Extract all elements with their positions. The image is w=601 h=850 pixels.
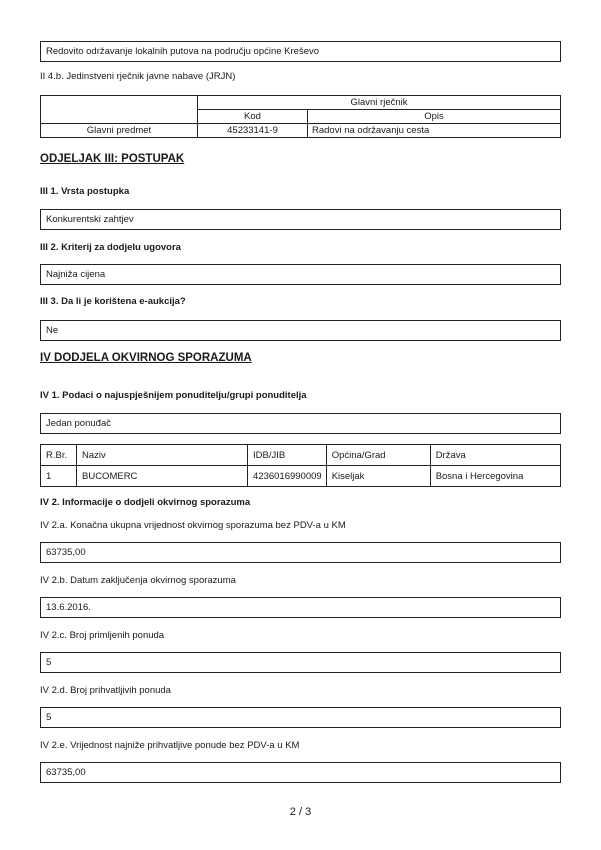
bidder-table xyxy=(40,444,561,487)
bidder-col-drzava: Država xyxy=(430,445,560,466)
q4-2c-label: IV 2.c. Broj primljenih ponuda xyxy=(40,630,165,641)
jrjn-group-header: Glavni rječnik xyxy=(198,96,561,110)
jrjn-row-label: Glavni predmet xyxy=(41,124,198,138)
q4-2d-label: IV 2.d. Broj prihvatljivih ponuda xyxy=(40,685,171,696)
table-row xyxy=(41,96,561,110)
q3-1-label: III 1. Vrsta postupka xyxy=(40,186,130,197)
bidder-col-idb: IDB/JIB xyxy=(248,445,327,466)
jrjn-col-kod: Kod xyxy=(198,110,308,124)
bidder-col-rbr: R.Br. xyxy=(41,445,77,466)
q3-3-label: III 3. Da li je korištena e-aukcija? xyxy=(40,296,186,307)
page-number: 2 / 3 xyxy=(289,806,312,818)
bidder-cell-opcina: Kiseljak xyxy=(326,466,430,487)
jrjn-label: II 4.b. Jedinstveni rječnik javne nabave (JRJN) xyxy=(40,71,236,82)
q4-1-value: Jedan ponuđač xyxy=(40,413,561,434)
bidder-col-opcina: Općina/Grad xyxy=(326,445,430,466)
bidder-col-naziv: Naziv xyxy=(77,445,248,466)
q4-2c-value: 5 xyxy=(40,652,561,673)
table-row xyxy=(41,445,561,466)
jrjn-table xyxy=(40,95,561,138)
q4-2-label: IV 2. Informacije o dodjeli okvirnog sporazuma xyxy=(40,497,251,508)
bidder-cell-idb: 4236016990009 xyxy=(248,466,327,487)
q4-2a-label: IV 2.a. Konačna ukupna vrijednost okvirnog sporazuma bez PDV-a u KM xyxy=(40,520,346,531)
bidder-cell-drzava: Bosna i Hercegovina xyxy=(430,466,560,487)
q3-3-value: Ne xyxy=(40,320,561,341)
section4-title: IV DODJELA OKVIRNOG SPORAZUMA xyxy=(40,352,252,364)
q3-2-value: Najniža cijena xyxy=(40,264,561,285)
jrjn-row-opis: Radovi na održavanju cesta xyxy=(308,124,561,138)
jrjn-empty-cell xyxy=(41,96,198,124)
jrjn-row-kod: 45233141-9 xyxy=(198,124,308,138)
contract-title-box: Redovito održavanje lokalnih putova na području općine Kreševo xyxy=(40,41,561,62)
q3-2-label: III 2. Kriterij za dodjelu ugovora xyxy=(40,242,181,253)
q4-2b-label: IV 2.b. Datum zaključenja okvirnog sporazuma xyxy=(40,575,236,586)
q4-2b-value: 13.6.2016. xyxy=(40,597,561,618)
q3-1-value: Konkurentski zahtjev xyxy=(40,209,561,230)
jrjn-col-opis: Opis xyxy=(308,110,561,124)
table-row xyxy=(41,124,561,138)
q4-1-label: IV 1. Podaci o najuspješnijem ponuditelju/grupi ponuditelja xyxy=(40,390,307,401)
q4-2e-value: 63735,00 xyxy=(40,762,561,783)
bidder-cell-naziv: BUCOMERC xyxy=(77,466,248,487)
table-row xyxy=(41,466,561,487)
q4-2e-label: IV 2.e. Vrijednost najniže prihvatljive ponude bez PDV-a u KM xyxy=(40,740,300,751)
bidder-cell-rbr: 1 xyxy=(41,466,77,487)
q4-2a-value: 63735,00 xyxy=(40,542,561,563)
section3-title: ODJELJAK III: POSTUPAK xyxy=(40,153,185,165)
q4-2d-value: 5 xyxy=(40,707,561,728)
